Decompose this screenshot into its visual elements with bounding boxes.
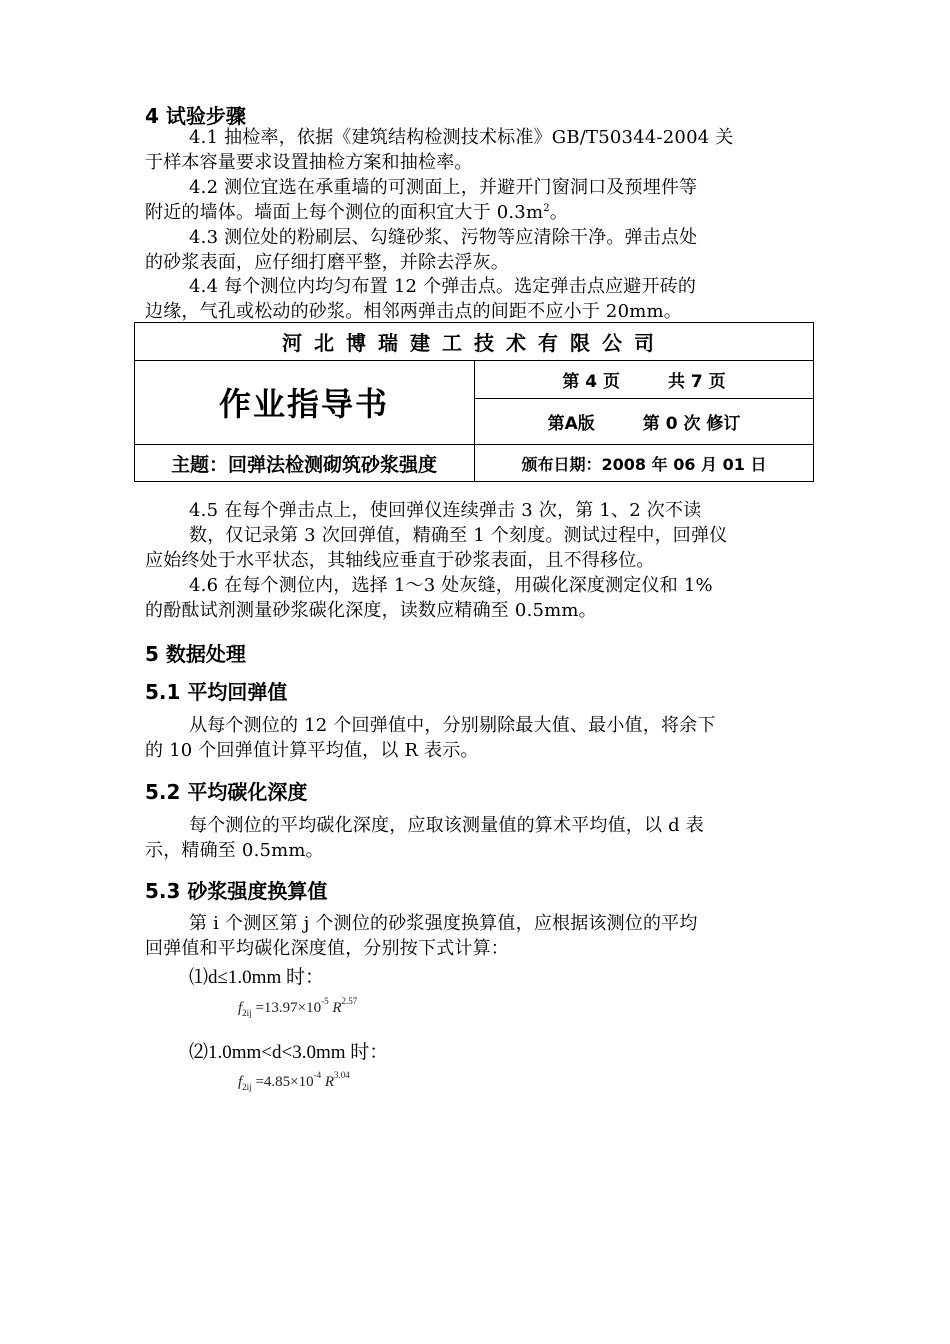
formula-2-f-sub: 2ij (242, 1082, 252, 1092)
condition-1: ⑴d≤1.0mm 时： (189, 967, 324, 988)
paragraph-5-2-line2: 示，精确至 0.5mm。 (145, 840, 324, 861)
formula-2-f: f (238, 1074, 243, 1090)
paragraph-4-1 (145, 125, 810, 175)
section-5-3-heading: 5.3 砂浆强度换算值 (145, 879, 328, 903)
formula-1-R-exp: 2.57 (341, 996, 358, 1006)
formula-2-exp: -4 (313, 1070, 322, 1080)
section-5-heading: 5 数据处理 (145, 642, 246, 666)
paragraph-4-6-line1: 4.6 在每个测位内，选择 1～3 处灰缝，用碳化深度测定仪和 1% (189, 575, 713, 596)
paragraph-4-4 (145, 274, 810, 324)
paragraph-5-1 (145, 713, 810, 763)
paragraph-4-6 (145, 573, 810, 623)
revision-label: 第 0 次 修订 (642, 413, 741, 434)
paragraph-5-2-line1: 每个测位的平均碳化深度，应取该测量值的算术平均值，以 d 表 (189, 815, 704, 836)
document-header-table (134, 322, 814, 482)
formula-2-R: R (324, 1074, 335, 1090)
paragraph-4-3-line1: 4.3 测位处的粉刷层、勾缝砂浆、污物等应清除干净。弹击点处 (189, 227, 698, 248)
paragraph-4-1-line1: 4.1 抽检率，依据《建筑结构检测技术标准》GB/T50344-2004 关 (189, 127, 734, 148)
release-date: 颁布日期：2008 年 06 月 01 日 (521, 454, 767, 474)
area-unit-superscript: 2 (543, 203, 550, 214)
formula-1-R: R (332, 1000, 342, 1016)
version-info (474, 398, 814, 444)
formula-1-exp: -5 (321, 996, 329, 1006)
paragraph-5-3 (145, 911, 810, 961)
document-title: 作业指导书 (218, 385, 389, 423)
paragraph-4-3 (145, 225, 810, 275)
formula-1-f-sub: 2ij (242, 1008, 252, 1018)
section-5-1-heading: 5.1 平均回弹值 (145, 680, 288, 704)
paragraph-4-5-cont (145, 523, 810, 573)
paragraph-4-5-line1: 4.5 在每个弹击点上，使回弹仪连续弹击 3 次，第 1、2 次不读 (189, 500, 702, 521)
paragraph-4-4-line1: 4.4 每个测位内均匀布置 12 个弹击点。选定弹击点应避开砖的 (189, 276, 697, 297)
paragraph-4-5 (145, 498, 810, 523)
condition-2: ⑵1.0mm<d<3.0mm 时： (189, 1042, 389, 1063)
paragraph-4-1-line2: 于样本容量要求设置抽检方案和抽检率。 (145, 152, 473, 173)
company-name: 河北博瑞建工技术有限公司 (282, 330, 666, 355)
formula-1-f: f (238, 1000, 243, 1016)
section-5-2-heading: 5.2 平均碳化深度 (145, 780, 308, 804)
paragraph-4-2 (145, 175, 810, 225)
version-label: 第A版 (547, 413, 595, 434)
total-pages: 共 7 页 (668, 371, 726, 392)
paragraph-4-2-line1: 4.2 测位宜选在承重墙的可测面上，并避开门窗洞口及预埋件等 (189, 177, 698, 198)
document-subject: 主题：回弹法检测砌筑砂浆强度 (170, 453, 437, 476)
paragraph-4-6-line2: 的酚酞试剂测量砂浆碳化深度，读数应精确至 0.5mm。 (145, 600, 597, 621)
paragraph-5-2 (145, 813, 810, 863)
paragraph-4-2-end: 。 (549, 202, 568, 223)
paragraph-5-3-line1: 第 i 个测区第 j 个测位的砂浆强度换算值，应根据该测位的平均 (189, 913, 698, 934)
paragraph-4-2-line2: 附近的墙体。墙面上每个测位的面积宜大于 0.3m (145, 202, 544, 223)
paragraph-5-1-line1: 从每个测位的 12 个回弹值中，分别剔除最大值、最小值，将余下 (189, 715, 716, 736)
page-number: 第 4 页 (562, 371, 620, 392)
paragraph-4-3-line2: 的砂浆表面，应仔细打磨平整，并除去浮灰。 (145, 252, 509, 273)
paragraph-5-1-line2: 的 10 个回弹值计算平均值，以 R 表示。 (145, 740, 479, 761)
formula-2-rhs: =4.85×10 (255, 1074, 314, 1090)
formula-1 (238, 996, 358, 1018)
paragraph-5-3-line2: 回弹值和平均碳化深度值，分别按下式计算： (145, 938, 509, 959)
paragraph-4-5-line3: 应始终处于水平状态，其轴线应垂直于砂浆表面，且不得移位。 (145, 550, 655, 571)
formula-1-rhs: =13.97×10 (255, 1000, 322, 1016)
paragraph-4-4-line2: 边缘，气孔或松动的砂浆。相邻两弹击点的间距不应小于 20mm。 (145, 301, 682, 322)
formula-2 (238, 1070, 350, 1092)
page-info (474, 360, 814, 398)
formula-2-R-exp: 3.04 (334, 1070, 350, 1080)
paragraph-4-5-line2: 数，仅记录第 3 次回弹值，精确至 1 个刻度。测试过程中，回弹仪 (189, 525, 728, 546)
section-4-heading: 4 试验步骤 (145, 104, 246, 128)
